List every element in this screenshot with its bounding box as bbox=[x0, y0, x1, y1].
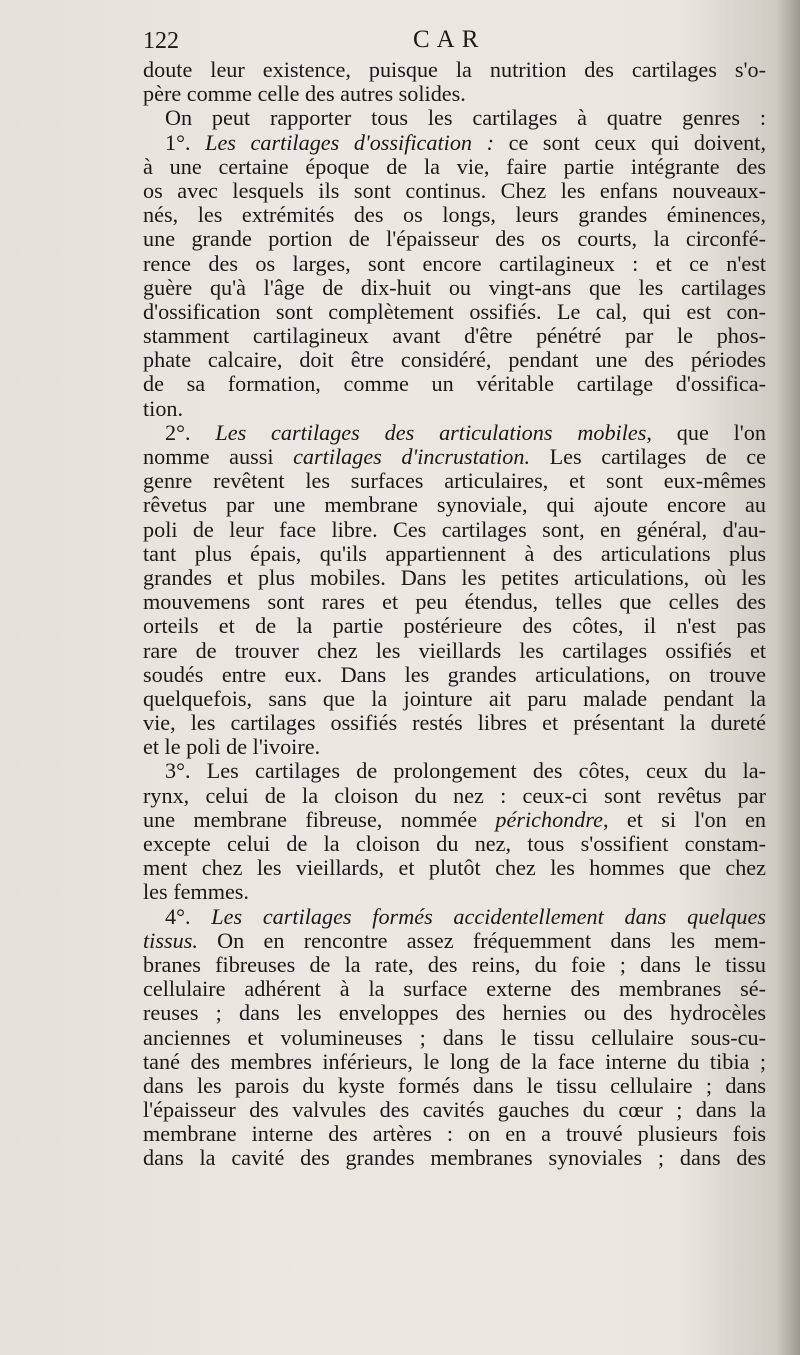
text-line: tissus. On en rencontre assez fréquemment dans les mem- bbox=[143, 928, 766, 953]
text-line: dans la cavité des grandes membranes synoviales ; dans des bbox=[143, 1146, 766, 1171]
body-text bbox=[143, 58, 766, 1171]
text-line: 2°. Les cartilages des articulations mobiles, que l'on bbox=[165, 420, 766, 445]
text-line: doute leur existence, puisque la nutrition des cartilages s'o- bbox=[143, 58, 766, 82]
text-line: On peut rapporter tous les cartilages à quatre genres : bbox=[165, 106, 766, 131]
text-line: rare de trouver chez les vieillards les cartilages ossifiés et bbox=[143, 638, 766, 663]
text-line: quelquefois, sans que la jointure ait paru malade pendant la bbox=[143, 686, 766, 711]
text-line: poli de leur face libre. Ces cartilages sont, en général, d'au- bbox=[143, 517, 766, 542]
text-line: 3°. Les cartilages de prolongement des côtes, ceux du la- bbox=[165, 759, 766, 784]
text-line: grandes et plus mobiles. Dans les petites articulations, où les bbox=[143, 565, 766, 590]
text-line: rence des os larges, sont encore cartilagineux : et ce n'est bbox=[143, 251, 766, 276]
text-line: rynx, celui de la cloison du nez : ceux-ci sont revêtus par bbox=[143, 783, 766, 808]
text-line: soudés entre eux. Dans les grandes articulations, on trouve bbox=[143, 662, 766, 687]
text-line: tané des membres inférieurs, le long de la face interne du tibia ; bbox=[143, 1049, 766, 1074]
text-line: à une certaine époque de la vie, faire partie intégrante des bbox=[143, 154, 766, 179]
text-line: os avec lesquels ils sont continus. Chez les enfans nouveaux- bbox=[143, 178, 766, 203]
text-line: mouvemens sont rares et peu étendus, telles que celles des bbox=[143, 590, 766, 615]
running-head: CAR bbox=[413, 26, 486, 53]
text-line: d'ossification sont complètement ossifiés. Le cal, qui est con- bbox=[143, 299, 766, 324]
text-line: vie, les cartilages ossifiés restés libres et présentant la dureté bbox=[143, 711, 766, 736]
page-number: 122 bbox=[143, 28, 179, 54]
text-line: de sa formation, comme un véritable cartilage d'ossifica- bbox=[143, 372, 766, 397]
text-line: rêvetus par une membrane synoviale, qui ajoute encore au bbox=[143, 493, 766, 518]
text-line: reuses ; dans les enveloppes des hernies ou des hydrocèles bbox=[143, 1001, 766, 1026]
text-line: phate calcaire, doit être considéré, pendant une des périodes bbox=[143, 348, 766, 373]
text-line: excepte celui de la cloison du nez, tous s'ossifient constam- bbox=[143, 832, 766, 856]
text-line: l'épaisseur des valvules des cavités gauches du cœur ; dans la bbox=[143, 1098, 766, 1123]
page-header bbox=[143, 26, 768, 56]
text-line: nés, les extrémités des os longs, leurs grandes éminences, bbox=[143, 203, 766, 228]
text-line: stamment cartilagineux avant d'être pénétré par le phos- bbox=[143, 324, 766, 349]
text-line: dans les parois du kyste formés dans le tissu cellulaire ; dans bbox=[143, 1073, 766, 1098]
text-line: tion. bbox=[143, 396, 184, 421]
text-line: une membrane fibreuse, nommée périchondre, et si l'on en bbox=[143, 807, 766, 832]
text-line: une grande portion de l'épaisseur des os courts, la circonfé- bbox=[143, 227, 766, 252]
text-line: et le poli de l'ivoire. bbox=[143, 735, 321, 760]
text-line: 1°. Les cartilages d'ossification : ce sont ceux qui doivent, bbox=[165, 130, 766, 155]
text-line: les femmes. bbox=[143, 880, 249, 905]
text-line: ment chez les vieillards, et plutôt chez les hommes que chez bbox=[143, 856, 766, 881]
text-line: membrane interne des artères : on en a trouvé plusieurs fois bbox=[143, 1122, 766, 1147]
text-line: guère qu'à l'âge de dix-huit ou vingt-ans que les cartilages bbox=[143, 275, 766, 300]
text-line: tant plus épais, qu'ils appartiennent à des articulations plus bbox=[143, 541, 766, 566]
text-line: nomme aussi cartilages d'incrustation. Les cartilages de ce bbox=[143, 445, 766, 469]
text-line: orteils et de la partie postérieure des côtes, il n'est pas bbox=[143, 614, 766, 639]
text-line: branes fibreuses de la rate, des reins, du foie ; dans le tissu bbox=[143, 952, 766, 977]
text-line: genre revêtent les surfaces articulaires, et sont eux-mêmes bbox=[143, 469, 766, 494]
text-line: père comme celle des autres solides. bbox=[143, 82, 466, 107]
text-line: cellulaire adhérent à la surface externe des membranes sé- bbox=[143, 977, 766, 1002]
text-line: 4°. Les cartilages formés accidentellement dans quelques bbox=[165, 904, 766, 929]
text-line: anciennes et volumineuses ; dans le tissu cellulaire sous-cu- bbox=[143, 1025, 766, 1050]
